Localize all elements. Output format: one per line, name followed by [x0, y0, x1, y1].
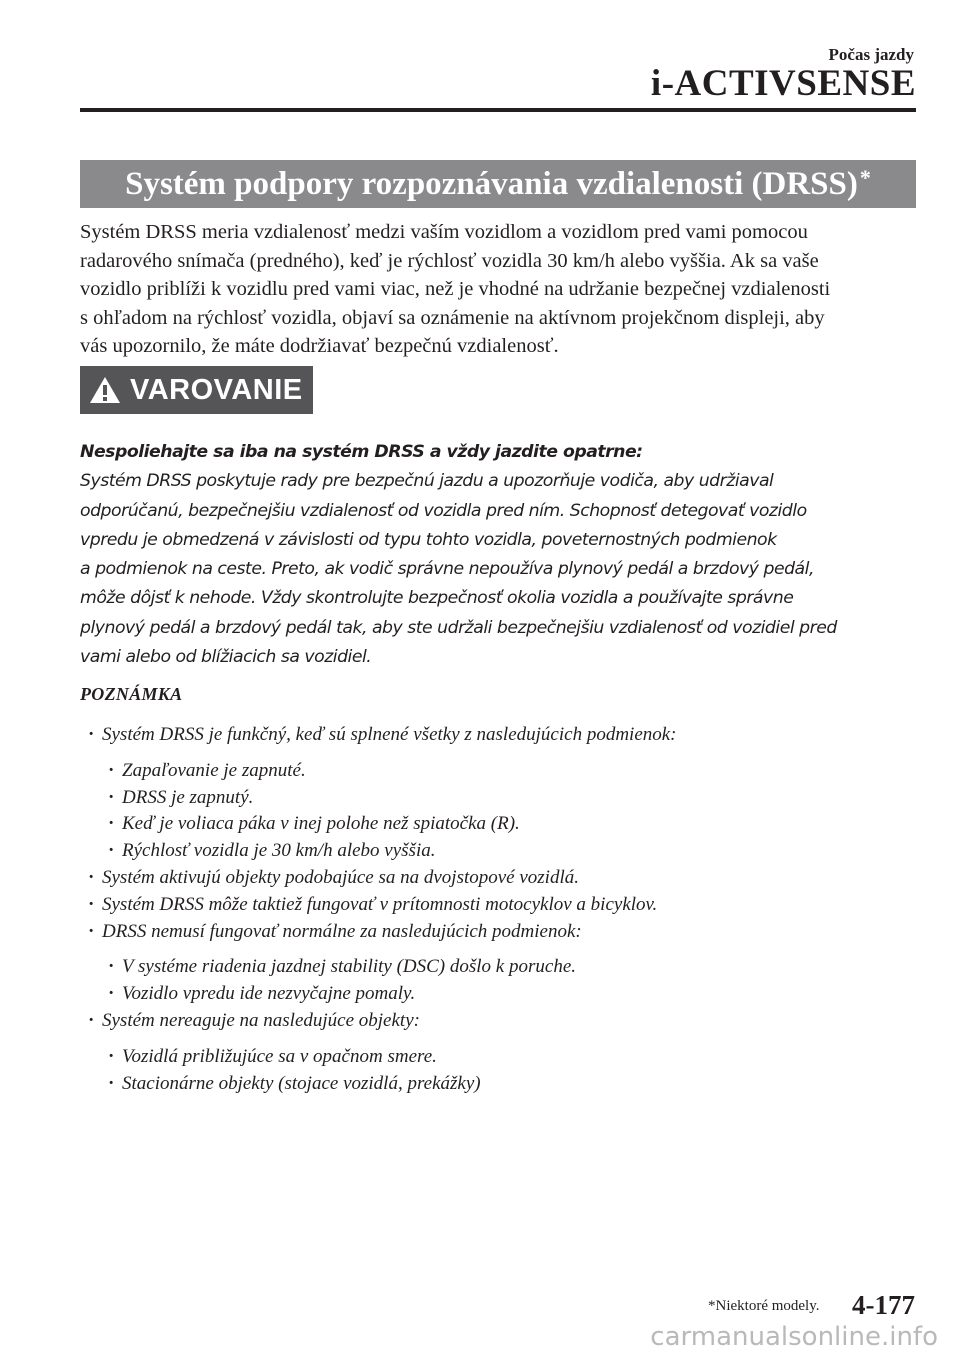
warning-line: vpredu je obmedzená v závislosti od typu tohto vozidla, poveternostných podmienok — [80, 529, 777, 550]
footnote: *Niektoré modely. — [708, 1298, 820, 1314]
note-subitem: · Vozidlo vpredu ide nezvyčajne pomaly. — [80, 981, 920, 1008]
note-item: · DRSS nemusí fungovať normálne za nasledujúcich podmienok: — [80, 919, 920, 946]
note-list — [80, 722, 920, 1097]
note-subitem: · Vozidlá približujúce sa v opačnom smere. — [80, 1044, 920, 1071]
warning-heading: Nespoliehajte sa iba na systém DRSS a vždy jazdite opatrne: — [80, 442, 643, 462]
page-number: 4-177 — [852, 1290, 915, 1320]
note-subitem: · V systéme riadenia jazdnej stability (DSC) došlo k poruche. — [80, 954, 920, 981]
note-subitem: · Zapaľovanie je zapnuté. — [80, 758, 920, 785]
note-gap — [80, 945, 920, 954]
warning-triangle-icon — [88, 375, 122, 405]
note-item: · Systém aktivujú objekty podobajúce sa na dvojstopové vozidlá. — [80, 865, 920, 892]
note-subitem: · Rýchlosť vozidla je 30 km/h alebo vyššia. — [80, 838, 920, 865]
warning-line: odporúčanú, bezpečnejšiu vzdialenosť od vozidla pred ním. Schopnosť detegovať vozidlo — [80, 500, 807, 521]
intro-line: radarového snímača (predného), keď je rýchlosť vozidla 30 km/h alebo vyššia. Ak sa vaše — [80, 249, 819, 272]
note-subitem: · DRSS je zapnutý. — [80, 785, 920, 812]
intro-line: vás upozornilo, že máte dodržiavať bezpečnú vzdialenosť. — [80, 335, 559, 357]
note-item: · Systém DRSS môže taktiež fungovať v prítomnosti motocyklov a bicyklov. — [80, 892, 920, 919]
section-title: Systém podpory rozpoznávania vzdialenosti (DRSS) — [125, 165, 858, 202]
note-subitem: · Keď je voliaca páka v inej polohe než spiatočka (R). — [80, 811, 920, 838]
section-title-bar — [80, 160, 916, 208]
header-rule — [80, 108, 916, 112]
note-subitem: · Stacionárne objekty (stojace vozidlá, prekážky) — [80, 1071, 920, 1098]
header-title: i-ACTIVSENSE — [650, 63, 916, 104]
warning-line: môže dôjsť k nehode. Vždy skontrolujte bezpečnosť okolia vozidla a používajte správne — [80, 588, 794, 609]
note-item: · Systém nereaguje na nasledujúce objekty: — [80, 1008, 920, 1035]
warning-line: vami alebo od blížiacich sa vozidiel. — [80, 647, 372, 668]
intro-line: s ohľadom na rýchlosť vozidla, objaví sa oznámenie na aktívnom projekčnom displeji, aby — [80, 306, 825, 329]
note-gap — [80, 749, 920, 758]
note-label: POZNÁMKA — [80, 684, 183, 704]
watermark: carmanualsonline.info — [650, 1322, 938, 1352]
warning-line: a podmienok na ceste. Preto, ak vodič správne nepoužíva plynový pedál a brzdový pedál, — [80, 559, 814, 580]
warning-line: plynový pedál a brzdový pedál tak, aby ste udržali bezpečnejšiu vzdialenosť od vozidiel pred — [80, 617, 837, 638]
warning-label: VAROVANIE — [130, 373, 303, 406]
intro-line: vozidlo priblíži k vozidlu pred vami viac, než je vhodné na udržanie bezpečnej vzdialenosti — [80, 278, 831, 300]
warning-text — [80, 438, 920, 672]
section-asterisk: * — [859, 165, 871, 190]
note-item: · Systém DRSS je funkčný, keď sú splnené všetky z nasledujúcich podmienok: — [80, 722, 920, 749]
header-subtitle: Počas jazdy — [828, 45, 914, 64]
warning-line: Systém DRSS poskytuje rady pre bezpečnú jazdu a upozorňuje vodiča, aby udržiaval — [80, 471, 774, 492]
warning-badge — [80, 366, 313, 414]
note-gap — [80, 1035, 920, 1044]
intro-line: Systém DRSS meria vzdialenosť medzi vaším vozidlom a vozidlom pred vami pomocou — [80, 221, 808, 243]
intro-paragraph — [80, 218, 920, 361]
